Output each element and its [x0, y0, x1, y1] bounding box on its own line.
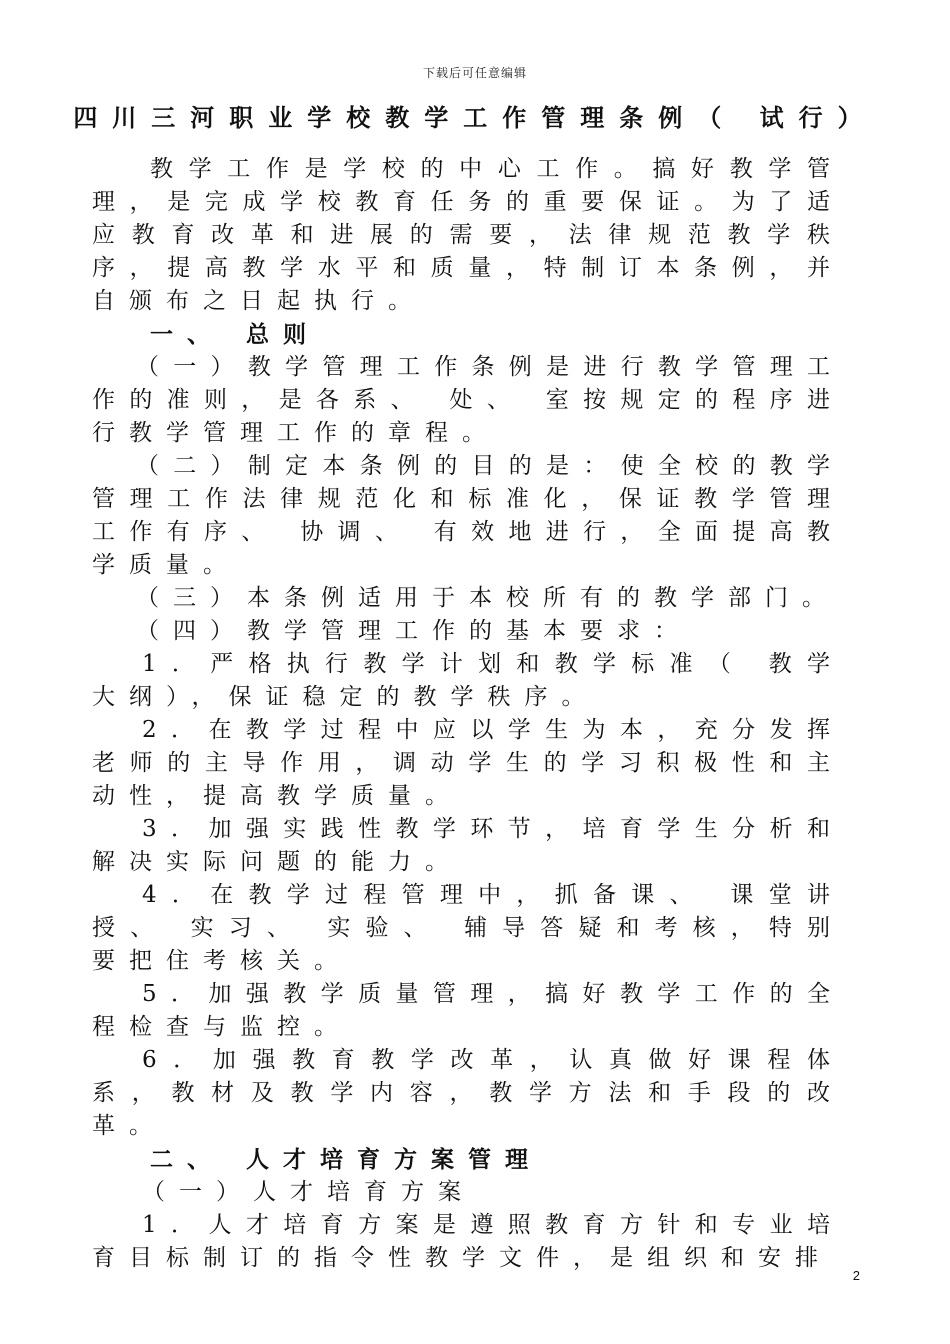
document-title: 四川三河职业学校教学工作管理条例（ 试行）: [73, 103, 877, 132]
subsection-heading: （一）人才培育方案: [142, 1179, 475, 1205]
list-item: 2．在教学过程中应以学生为本，充分发挥老师的主导作用，调动学生的学习积极性和主动性，提高教学质量。: [92, 717, 844, 809]
list-item: 1．严格执行教学计划和教学标准（ 教学大纲），保证稳定的教学秩序。: [92, 651, 844, 710]
list-item: 1．人才培育方案是遵照教育方针和专业培育目标制订的指令性教学文件，是组织和安排: [92, 1212, 844, 1271]
body-paragraph: 教学工作是学校的中心工作。搞好教学管理，是完成学校教育任务的重要保证。为了适应教育改革和进展的需要，法律规范教学秩序，提高教学水平和质量，特制订本条例，并自颁布之日起执行。: [92, 156, 844, 314]
body-paragraph: （二）制定本条例的目的是：使全校的教学管理工作法律规范化和标准化，保证教学管理工作有序、 协调、 有效地进行，全面提高教学质量。: [92, 453, 844, 578]
page-number: 2: [852, 1268, 860, 1283]
section-heading: 二、 人才培育方案管理: [150, 1146, 543, 1173]
body-paragraph: （一）教学管理工作条例是进行教学管理工作的准则，是各系、 处、 室按规定的程序进行教学管理工作的章程。: [92, 354, 844, 446]
document-body: [92, 153, 844, 1275]
list-item: 6．加强教育教学改革，认真做好课程体系，教材及教学内容，教学方法和手段的改革。: [92, 1047, 844, 1139]
page-header: 下载后可任意编辑: [422, 66, 527, 80]
body-paragraph: （三）本条例适用于本校所有的教学部门。: [136, 585, 839, 611]
list-item: 3．加强实践性教学环节，培育学生分析和解决实际问题的能力。: [92, 816, 844, 875]
list-item: 5．加强教学质量管理，搞好教学工作的全程检查与监控。: [92, 981, 844, 1040]
list-item: 4．在教学过程管理中，抓备课、 课堂讲授、 实习、 实验、 辅导答疑和考核，特别要把住考核关。: [92, 882, 844, 974]
section-heading: 一、 总则: [150, 321, 321, 348]
body-paragraph: （四）教学管理工作的基本要求：: [136, 618, 691, 644]
